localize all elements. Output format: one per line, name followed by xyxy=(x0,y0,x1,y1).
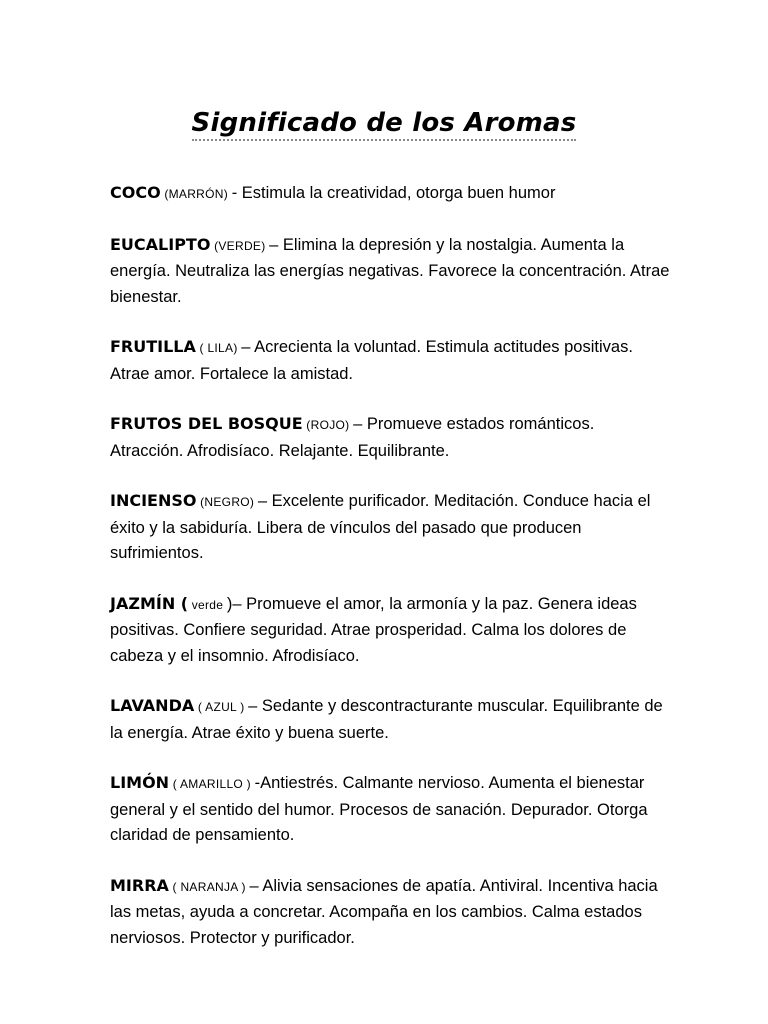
aroma-color: (MARRÓN) xyxy=(160,187,232,201)
aroma-entry-coco xyxy=(110,180,670,208)
aroma-entry-incienso xyxy=(110,488,670,567)
aroma-color: (ROJO) xyxy=(302,418,354,432)
aroma-name: FRUTOS DEL BOSQUE xyxy=(110,414,303,433)
aroma-list xyxy=(110,180,670,975)
aroma-color: (NEGRO) xyxy=(196,495,258,509)
aroma-description: – Alivia sensaciones de apatía. Antiviral. Incentiva hacia las metas, ayuda a concretar. Acompaña en los cambios. Calma estados nerviosos. Protector y purificador. xyxy=(110,876,658,947)
aroma-color: verde xyxy=(188,597,227,612)
aroma-color: (VERDE) xyxy=(210,238,270,253)
aroma-color: ( LILA) xyxy=(195,341,242,355)
aroma-name: EUCALIPTO xyxy=(110,234,211,254)
aroma-color: ( AMARILLO ) xyxy=(169,777,255,791)
aroma-name: INCIENSO xyxy=(110,491,197,510)
aroma-description: -Antiestrés. Calmante nervioso. Aumenta el bienestar general y el sentido del humor. Procesos de sanación. Depurador. Otorga claridad de pensamiento. xyxy=(110,774,648,844)
aroma-entry-mirra xyxy=(110,873,670,952)
aroma-description: – Excelente purificador. Meditación. Conduce hacia el éxito y la sabiduría. Libera de vínculos del pasado que producen sufrimientos. xyxy=(110,492,651,562)
aroma-description: – Acrecienta la voluntad. Estimula actitudes positivas. Atrae amor. Fortalece la amistad. xyxy=(110,338,633,383)
page-title xyxy=(0,108,768,141)
aroma-entry-lavanda xyxy=(110,693,670,746)
page-title-text: Significado de los Aromas xyxy=(192,108,577,141)
aroma-entry-limon xyxy=(110,770,670,849)
aroma-entry-eucalipto xyxy=(110,232,670,311)
aroma-name: MIRRA xyxy=(110,875,169,895)
aroma-color: ( NARANJA ) xyxy=(168,879,250,894)
aroma-description: – Sedante y descontracturante muscular. Equilibrante de la energía. Atrae éxito y buena suerte. xyxy=(110,697,663,742)
aroma-entry-frutos-del-bosque xyxy=(110,411,670,464)
aroma-entry-frutilla xyxy=(110,334,670,387)
aroma-description: - Estimula la creatividad, otorga buen humor xyxy=(231,184,556,202)
aroma-name: COCO xyxy=(110,183,161,202)
aroma-name: LAVANDA xyxy=(110,696,195,715)
aroma-description: – Promueve estados románticos. Atracción. Afrodisíaco. Relajante. Equilibrante. xyxy=(110,415,595,460)
aroma-entry-jazmin xyxy=(110,591,670,670)
aroma-name: JAZMÍN ( xyxy=(110,593,189,613)
aroma-name: FRUTILLA xyxy=(110,337,196,356)
aroma-description: )– Promueve el amor, la armonía y la paz. Genera ideas positivas. Confiere seguridad. Atrae prosperidad. Calma los dolores de cabeza y el insomnio. Afrodisíaco. xyxy=(110,594,637,665)
aroma-color: ( AZUL ) xyxy=(194,700,249,714)
aroma-name: LIMÓN xyxy=(110,773,170,792)
aroma-description: – Elimina la depresión y la nostalgia. Aumenta la energía. Neutraliza las energías negativas. Favorece la concentración. Atrae bienestar. xyxy=(110,235,670,306)
